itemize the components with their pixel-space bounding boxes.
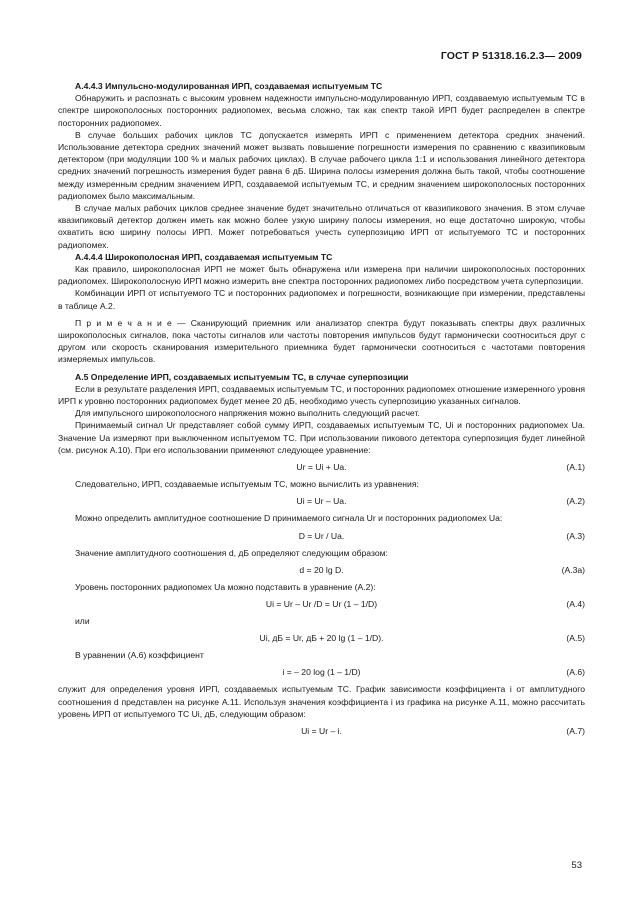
paragraph: Принимаемый сигнал Ur представляет собой сумму ИРП, создаваемых испытуемым ТС, Ui и посторонних радиопомех Ua. Значение Ua измеряют при выключенном испытуемом ТС. При использовании пикового детектора суперпозиция будет линейной (см. рисунок А.10). При его использовании применяют следующее уравнение: xyxy=(58,420,585,455)
equation-number: (А.6) xyxy=(566,667,585,678)
equation-formula: i = – 20 log (1 – 1/D) xyxy=(282,667,361,678)
paragraph: Обнаружить и распознать с высоким уровнем надежности импульсно-модулированную ИРП, создаваемую испытуемым ТС в спектре широкополосных посторонних радиопомех, весьма сложно, так как спектр такой ИРП будет распределен в спектре посторонних радиопомех. xyxy=(58,93,585,128)
equation xyxy=(58,666,585,678)
paragraph: В случае больших рабочих циклов ТС допускается измерять ИРП с применением детектора средних значений. Использование детектора средних значений может вызвать повышение погрешности измерения по сравнению с квазипиковым детектором (при модуляции 100 % и малых рабочих циклах). В случае рабочего цикла 1:1 и использования линейного детектора средних значений погрешность измерения будет равна 6 дБ. Ширина полосы измерения должна быть такой, чтобы соотношение между измеренным средним значением ИРП, создаваемой испытуемым ТС, и средним значением широкополосных посторонних радиопомех было максимальным. xyxy=(58,129,585,201)
equation-formula: Ui = Ur – Ur /D = Ur (1 – 1/D) xyxy=(265,598,378,609)
paragraph: Значение амплитудного соотношения d, дБ определяют следующим образом: xyxy=(75,547,388,558)
equation xyxy=(58,461,585,473)
paragraph: Уровень посторонних радиопомех Ua можно подставить в уравнение (А.2): xyxy=(75,581,376,592)
paragraph: или xyxy=(75,615,90,626)
section-title: А.4.4.4 Широкополосная ИРП, создаваемая испытуемым ТС xyxy=(75,251,333,262)
equation-formula: d = 20 lg D. xyxy=(299,564,344,575)
equation-formula: D = Ur / Ua. xyxy=(298,530,345,541)
paragraph: В случае малых рабочих циклов среднее значение будет значительно отличаться от квазипикового значения. В этом случае квазипиковый детектор должен иметь как можно более узкую ширину полосы измерения, но еще достаточно широкую, чтобы охватить всю ширину полосы ИРП. Может потребоваться учесть суперпозицию ИРП от испытуемого ТС и посторонних радиопомех. xyxy=(58,203,585,250)
paragraph: Как правило, широкополосная ИРП не может быть обнаружена или измерена при наличии широкополосных посторонних радиопомех. Широкополосную ИРП можно измерить вне спектра посторонних радиопомех либо посредством учета суперпозиции. xyxy=(58,264,585,287)
page-number: 53 xyxy=(571,860,582,871)
equation-formula: Ur = Ui + Ua. xyxy=(296,462,347,473)
document-body xyxy=(58,80,585,742)
equation-number: (А.4) xyxy=(566,598,585,609)
section-title: А.5 Определение ИРП, создаваемых испытуемым ТС, в случае суперпозиции xyxy=(75,371,409,382)
paragraph: Для импульсного широкополосного напряжения можно выполнить следующий расчет. xyxy=(75,408,420,419)
note: П р и м е ч а н и е — Сканирующий приемник или анализатор спектра будут показывать спектры двух различных широкополосных сигналов, пока частоты сигналов или частоты повторения импульсов будут гармонически соотноситься друг с другом или скорость сканирования измерительного приемника будет гармонически соотноситься с частотами повторения измеряемых импульсов. xyxy=(58,317,585,365)
equation-number: (А.3а) xyxy=(561,564,585,575)
section-title: А.4.4.3 Импульсно-модулированная ИРП, создаваемая испытуемым ТС xyxy=(75,81,383,91)
equation xyxy=(58,632,585,644)
equation xyxy=(58,495,585,507)
equation-number: (А.1) xyxy=(566,462,585,473)
paragraph: служит для определения уровня ИРП, создаваемых испытуемым ТС. График зависимости коэффициента i от амплитудного соотношения d представлен на рисунке А.11. Используя значения коэффициента i из графика на рисунке А.11, можно рассчитать уровень ИРП от испытуемого ТС Ui, дБ, следующим образом: xyxy=(58,684,585,719)
paragraph: Следовательно, ИРП, создаваемые испытуемым ТС, можно вычислить из уравнения: xyxy=(75,479,419,490)
paragraph: Комбинации ИРП от испытуемого ТС и посторонних радиопомех и погрешности, возникающие при измерении, представлены в таблице А.2. xyxy=(58,288,585,311)
equation-number: (А.7) xyxy=(566,725,585,736)
equation xyxy=(58,725,585,737)
equation-formula: Ui = Ur – i. xyxy=(301,725,342,736)
paragraph: Можно определить амплитудное соотношение D принимаемого сигнала Ur и посторонних радиопомех Ua: xyxy=(75,513,503,524)
equation-formula: Ui, дБ = Ur, дБ + 20 lg (1 – 1/D). xyxy=(259,633,384,644)
equation xyxy=(58,530,585,542)
paragraph: В уравнении (А.6) коэффициент xyxy=(75,650,204,661)
equation-number: (А.3) xyxy=(566,530,585,541)
equation xyxy=(58,598,585,610)
document-header: ГОСТ Р 51318.16.2.3— 2009 xyxy=(440,50,582,62)
equation xyxy=(58,564,585,576)
equation-number: (А.5) xyxy=(566,633,585,644)
equation-number: (А.2) xyxy=(566,496,585,507)
equation-formula: Ui = Ur – Ua. xyxy=(296,496,347,507)
paragraph: Если в результате разделения ИРП, создаваемых испытуемым ТС, и посторонних радиопомех отношение измеренного уровня ИРП к уровню посторонних радиопомех будет менее 20 дБ, необходимо учесть суперпозицию указанных сигналов. xyxy=(58,383,585,407)
